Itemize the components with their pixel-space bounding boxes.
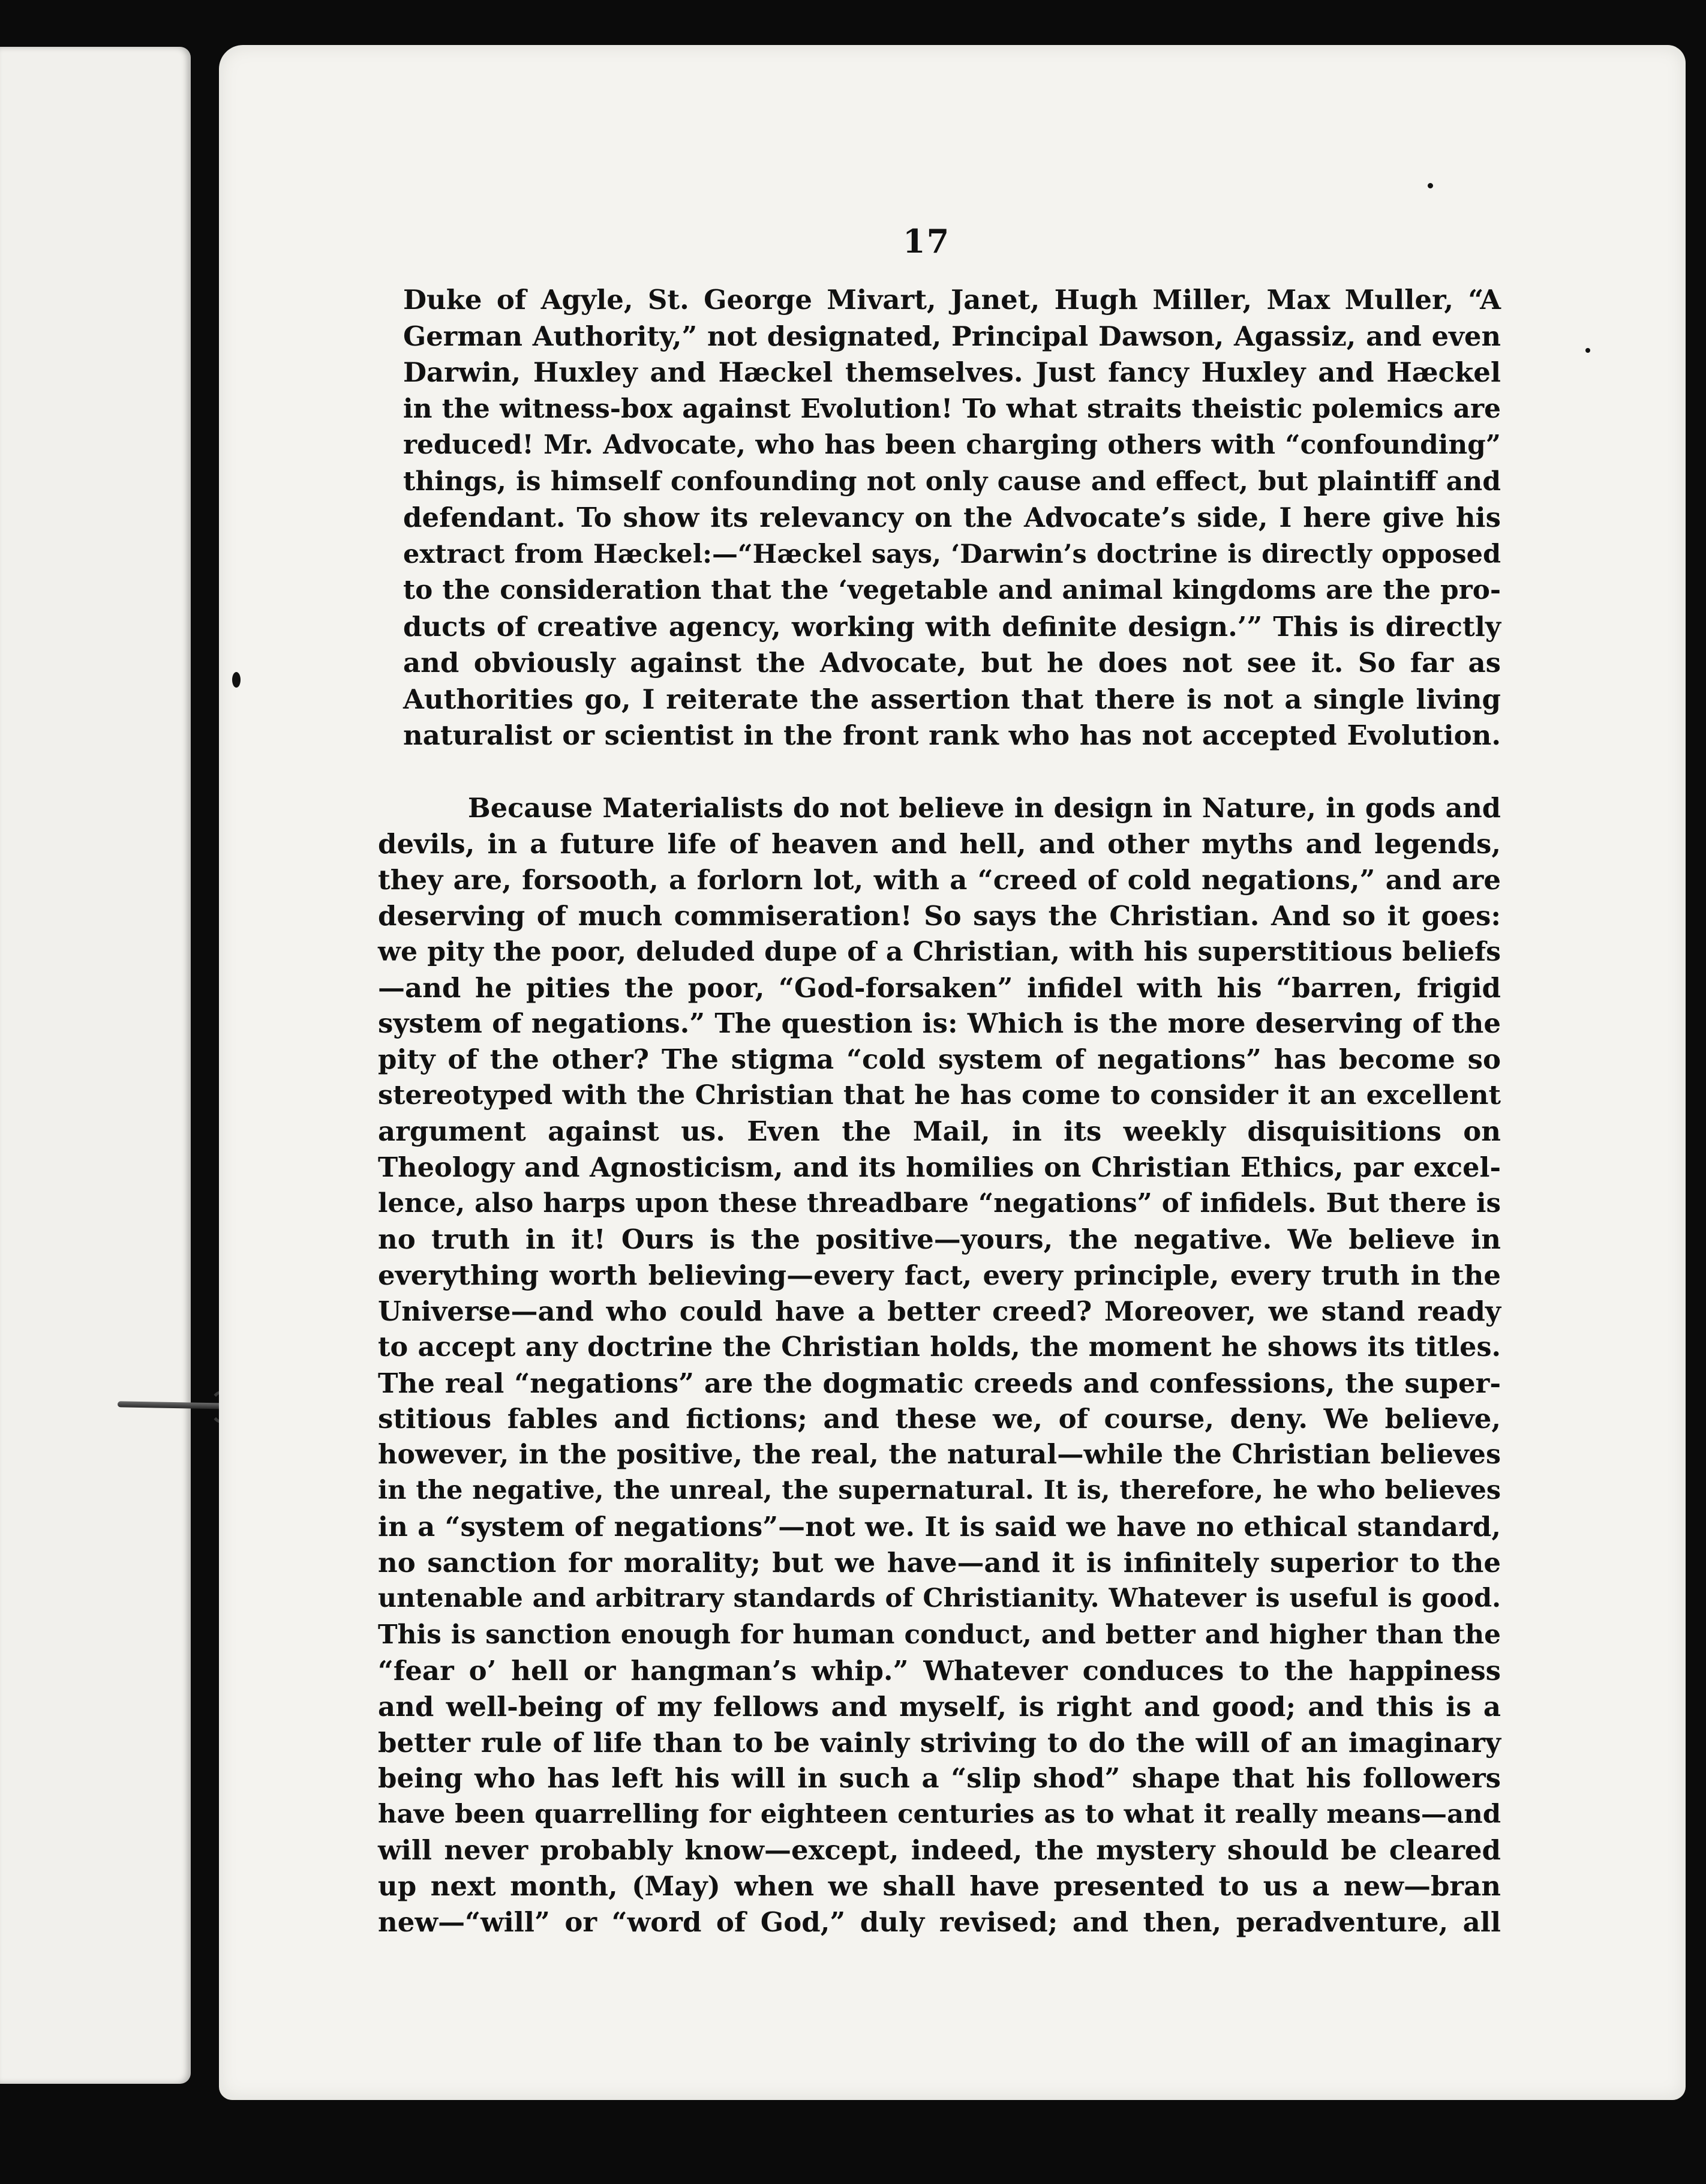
paragraph-2: [378, 790, 1501, 1940]
text-line: Authorities go, I reiterate the assertion that there is not a single living: [403, 683, 1501, 715]
ink-speck: [232, 672, 241, 688]
text-line: defendant. To show its relevancy on the Advocate’s side, I here give his: [403, 502, 1501, 533]
text-line: reduced! Mr. Advocate, who has been charging others with “confounding”: [403, 430, 1501, 460]
ink-speck: [1585, 348, 1590, 353]
text-line: extract from Hæckel:—“Hæckel says, ‘Darwin’s doctrine is directly opposed: [403, 539, 1501, 569]
text-line: however, in the positive, the real, the natural—while the Christian believes: [378, 1439, 1501, 1471]
text-line: This is sanction enough for human conduct, and better and higher than the: [378, 1619, 1501, 1650]
text-line: no truth in it! Ours is the positive—yours, the negative. We believe in: [378, 1223, 1501, 1255]
text-line: things, is himself confounding not only cause and effect, but plaintiff and: [403, 466, 1501, 497]
page-number: 17: [903, 222, 951, 260]
text-line: new—“will” or “word of God,” duly revised; and then, peradventure, all: [378, 1906, 1501, 1939]
text-line: we pity the poor, deluded dupe of a Christian, with his superstitious beliefs: [378, 936, 1501, 967]
text-line: ducts of creative agency, working with definite design.’” This is directly: [403, 610, 1501, 643]
text-line: no sanction for morality; but we have—and it is infinitely superior to the: [378, 1547, 1501, 1579]
facing-page-edge: [0, 47, 191, 2084]
text-line: deserving of much commiseration! So says the Christian. And so it goes:: [378, 899, 1501, 932]
text-line: untenable and arbitrary standards of Christianity. Whatever is useful is good.: [378, 1583, 1501, 1613]
ink-speck: [1428, 183, 1433, 188]
text-line: they are, forsooth, a forlorn lot, with a “creed of cold negations,” and are: [378, 863, 1501, 896]
text-line: and well-being of my fellows and myself, is right and good; and this is a: [378, 1690, 1501, 1723]
text-line: devils, in a future life of heaven and hell, and other myths and legends,: [378, 827, 1501, 860]
text-line: have been quarrelling for eighteen centuries as to what it really means—and: [378, 1799, 1501, 1830]
text-line: lence, also harps upon these threadbare “negations” of infidels. But there is: [378, 1187, 1501, 1219]
text-line: stereotyped with the Christian that he has come to consider it an excellent: [378, 1079, 1501, 1111]
text-line: pity of the other? The stigma “cold system of negations” has become so: [378, 1043, 1501, 1076]
text-line: Theology and Agnosticism, and its homilies on Christian Ethics, par excel-: [378, 1151, 1501, 1184]
text-line: in the witness-box against Evolution! To what straits theistic polemics are: [403, 393, 1501, 424]
text-line: Darwin, Huxley and Hæckel themselves. Just fancy Huxley and Hæckel: [403, 356, 1501, 388]
text-line: naturalist or scientist in the front rank who has not accepted Evolution.: [403, 719, 1501, 751]
text-line: Universe—and who could have a better creed? Moreover, we stand ready: [378, 1295, 1501, 1327]
paragraph-1: [403, 282, 1501, 754]
text-line: German Authority,” not designated, Principal Dawson, Agassiz, and even: [403, 320, 1501, 352]
text-line: better rule of life than to be vainly striving to do the will of an imaginary: [378, 1726, 1501, 1759]
text-line: “fear o’ hell or hangman’s whip.” Whatever conduces to the happiness: [378, 1654, 1501, 1687]
text-line: Duke of Agyle, St. George Mivart, Janet, Hugh Miller, Max Muller, “A: [403, 284, 1501, 316]
text-line: everything worth believing—every fact, every principle, every truth in the: [378, 1259, 1501, 1291]
text-line: in a “system of negations”—not we. It is said we have no ethical standard,: [378, 1511, 1501, 1543]
text-line: up next month, (May) when we shall have presented to us a new—bran: [378, 1870, 1501, 1903]
text-line: stitious fables and fictions; and these we, of course, deny. We believe,: [378, 1403, 1501, 1435]
text-line: system of negations.” The question is: Which is the more deserving of the: [378, 1007, 1501, 1040]
text-line: being who has left his will in such a “slip shod” shape that his followers: [378, 1762, 1501, 1795]
text-line: to the consideration that the ‘vegetable and animal kingdoms are the pro-: [403, 575, 1501, 605]
text-line: —and he pities the poor, “God-forsaken” infidel with his “barren, frigid: [378, 971, 1501, 1004]
text-line: to accept any doctrine the Christian holds, the moment he shows its titles.: [378, 1331, 1501, 1363]
text-line: The real “negations” are the dogmatic creeds and confessions, the super-: [378, 1367, 1501, 1399]
text-line: Because Materialists do not believe in design in Nature, in gods and: [468, 792, 1501, 824]
text-line: in the negative, the unreal, the supernatural. It is, therefore, he who believes: [378, 1475, 1501, 1506]
text-line: and obviously against the Advocate, but he does not see it. So far as: [403, 647, 1501, 679]
text-line: will never probably know—except, indeed, the mystery should be cleared: [378, 1834, 1501, 1867]
text-line: argument against us. Even the Mail, in its weekly disquisitions on: [378, 1115, 1501, 1148]
